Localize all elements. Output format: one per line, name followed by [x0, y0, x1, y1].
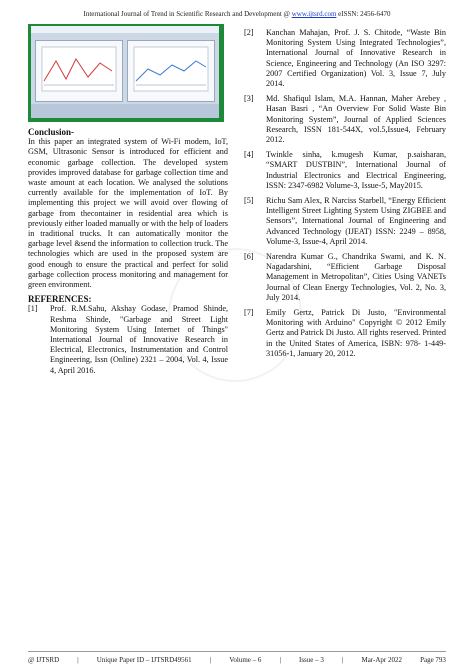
reference-number: [6]: [244, 252, 254, 262]
references-heading: REFERENCES:: [28, 294, 92, 305]
reference-number: [7]: [244, 308, 254, 318]
footer-date: Mar-Apr 2022: [361, 656, 402, 664]
figure-taskbar: [31, 104, 219, 118]
figure-panel-right: [127, 40, 215, 102]
reference-number: [1]: [28, 304, 38, 314]
reference-item: [244, 196, 446, 247]
footer-journal: @ IJTSRD: [28, 656, 60, 664]
figure-panel-left: [35, 40, 123, 102]
reference-text: Prof. R.M.Sahu, Akshay Godase, Pramod Shinde, Reshma Shinde, "Garbage and Street Light Monitoring System Using Internet of Things" International Journal of Innovative Research in Electrical, Electronics, Instrumentation and Control Engineering, Issn (Online) 2321 – 2004, Vol. 4, Issue 4, April 2016.: [50, 304, 228, 375]
reference-number: [2]: [244, 28, 254, 37]
footer-paper-id: Unique Paper ID – IJTSRD49561: [96, 656, 192, 664]
conclusion-heading: Conclusion-: [28, 127, 75, 137]
reference-number: [5]: [244, 196, 254, 206]
reference-item: [244, 252, 446, 303]
reference-number: [3]: [244, 94, 254, 104]
reference-item: [244, 94, 446, 145]
header-link[interactable]: www.ijtsrd.com: [291, 10, 337, 18]
page-footer: [28, 656, 446, 664]
figure-panel-right-graph: [128, 41, 214, 101]
footer-sep: |: [341, 656, 344, 664]
left-column: [28, 127, 228, 381]
reference-item: [28, 304, 228, 375]
reference-number: [4]: [244, 150, 254, 160]
footer-divider: [28, 651, 446, 652]
reference-text: Richu Sam Alex, R Narciss Starbell, “Energy Efficient Intelligent Street Lighting System Using ZIGBEE and Sensors”, International Journal of Engineering and Advanced Technology (IJEAT) ISSN: 2249 – 8958, Volume-3, Issue-4, April 2014.: [266, 196, 446, 246]
reference-text: Kanchan Mahajan, Prof. J. S. Chitode, “Waste Bin Monitoring System Using Integrated Technologies”, International Journal of Innovative Research in Science, Engineering and Technology (An ISO 3297: 2007 Certified Organization) Vol. 3, Issue 7, July 2014.: [266, 28, 446, 89]
footer-sep: |: [77, 656, 79, 664]
reference-item: [244, 308, 446, 359]
figure-panel-left-graph: [36, 41, 122, 101]
footer-sep: |: [209, 656, 212, 664]
figure-screenshot: [28, 24, 224, 122]
reference-text: Md. Shafiqul Islam, M.A. Hannan, Maher Arebey , Hasan Basri , “An Overview For Solid Waste Bin Monitoring System”, Journal of Applied Sciences Research, ISSN 181-544X, vol.5,Issue4, February 2012.: [266, 94, 446, 145]
figure-titlebar: [31, 26, 219, 33]
conclusion-paragraph: In this paper an integrated system of Wi-Fi modem, IoT, GSM, Ultrasonic Sensor is introduced for efficient and economic garbage collection. The developed system provides improved database for garbage collection time and waste amount at each location. We analysed the solutions currently available for the implementation of IoT. By implementing this project we will avoid over flowing of garbage from thecontainer in residential area which is previously either loaded manually or with the help of loaders in traditional trucks. It can automatically monitor the garbage level &send the information to collection truck. The technologies which are used in the proposed system are good enough to ensure the practical and perfect for solid garbage collection process monitoring and management for green environment.: [28, 137, 228, 290]
footer-page: Page 793: [420, 656, 446, 664]
reference-item: [244, 28, 446, 89]
footer-sep: |: [279, 656, 281, 664]
reference-item: [244, 150, 446, 191]
right-column: [244, 28, 446, 364]
figure-window: [31, 26, 219, 118]
reference-text: Twinkle sinha, k.mugesh Kumar, p.saisharan, “SMART DUSTBIN”, International Journal of Industrial Electronics and Electrical Engineering, ISSN: 2347-6982 Volume-3, Issue-5, May2015.: [266, 150, 446, 190]
reference-text: Emily Gertz, Patrick Di Justo, "Environmental Monitoring with Arduino" Copyright © 2012 Emily Gertz and Patrick Di Justo. All rights reserved. Printed in the United States of America, ISBN: 978- 1-449-31056-1, January 20, 2012.: [266, 308, 446, 358]
header-suffix: eISSN: 2456-6470: [336, 10, 391, 18]
header-prefix: International Journal of Trend in Scientific Research and Development @: [83, 10, 292, 18]
footer-volume: Volume – 6: [229, 656, 262, 664]
reference-text: Narendra Kumar G., Chandrika Swami, and K. N. Nagadarshini, “Efficient Garbage Disposal Management in Metropolitan”, Cities Using VANETs Journal of Clean Energy Technologies, Vol. 2, No. 3, July 2014.: [266, 252, 446, 302]
page-header: [0, 10, 474, 18]
footer-issue: Issue – 3: [298, 656, 324, 664]
